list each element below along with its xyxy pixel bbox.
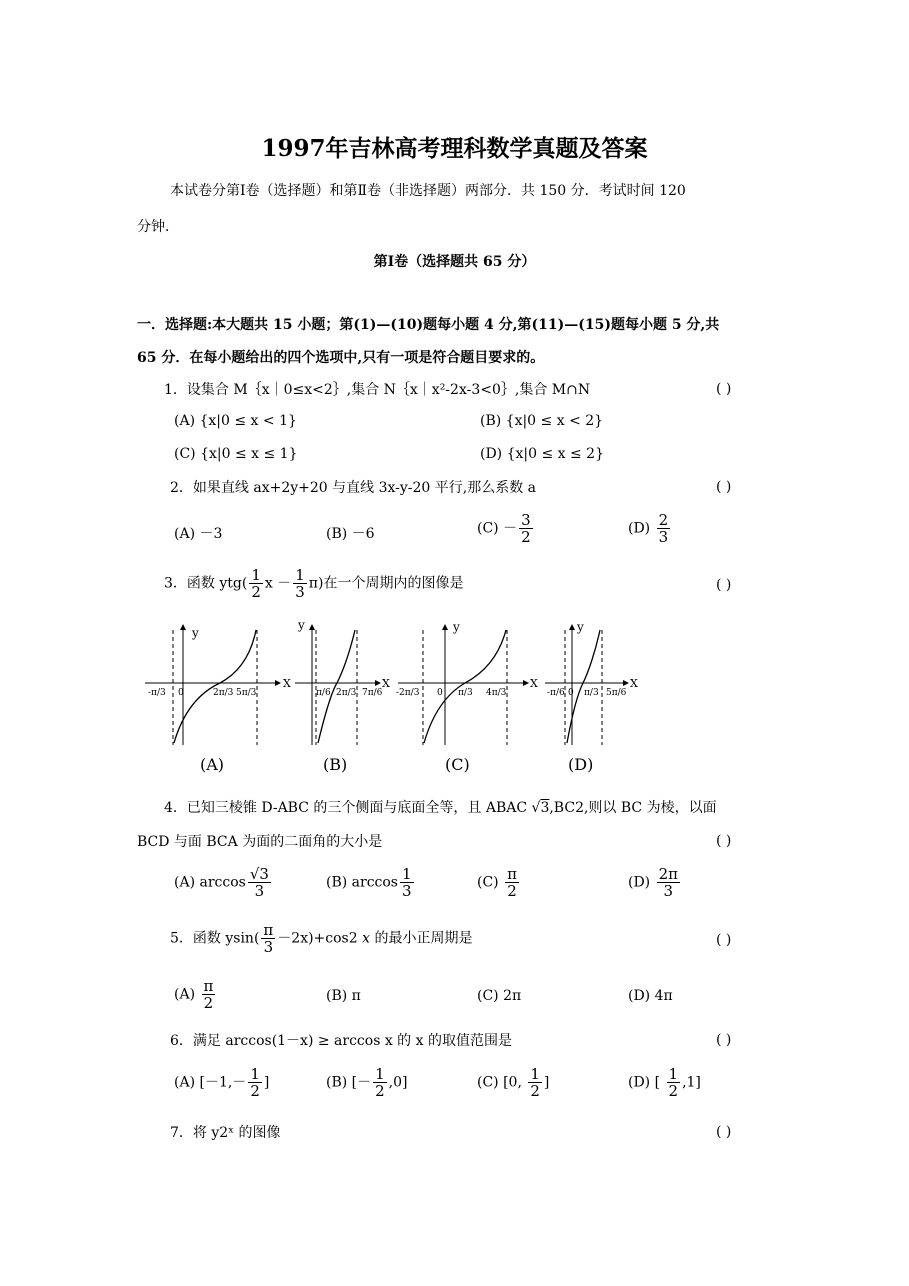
- q4-option-c: (C) $\frac{\pi}{2}$: [477, 865, 517, 900]
- graph-a-tick-3: 2π/3: [213, 688, 234, 698]
- graph-c-label: (C): [445, 755, 470, 774]
- q1-option-a: (A) {x|0 ≤ x < 1}: [174, 413, 297, 429]
- graph-c-tick-2: 0: [437, 688, 443, 698]
- q2-option-a: (A) －3: [174, 526, 223, 542]
- q5-option-c: (C) 2π: [477, 988, 522, 1004]
- graph-c-tick-3: π/3: [458, 688, 473, 698]
- graph-a: [145, 625, 291, 774]
- q6-option-b: (B) [－ $\frac{1}{2}$ ,0]: [326, 1065, 408, 1100]
- graph-a-tick-2: 0: [178, 688, 184, 698]
- q6-option-c: (C) [0, $\frac{1}{2}$ ]: [477, 1065, 550, 1100]
- graph-a-label: (A): [200, 755, 225, 774]
- q3-stem: 3．函数 ytg( $\frac{1}{2}$ x － $\frac{1}{3}$ π)在一个周期内的图像是: [164, 566, 464, 601]
- graph-b: [295, 618, 390, 774]
- q2-option-d: (D) $\frac{2}{3}$: [628, 511, 669, 546]
- q5-answer-paren: ( ): [716, 932, 732, 948]
- q3-graphs: [140, 615, 650, 780]
- q3-answer-paren: ( ): [716, 577, 732, 593]
- intro-line-2: 分钟．: [137, 219, 179, 235]
- q1-option-d: (D) {x|0 ≤ x ≤ 2}: [480, 446, 604, 462]
- graph-d-tick-4: 5π/6: [606, 688, 627, 698]
- graph-b-tick-2: 2π/3: [336, 688, 357, 698]
- q7-stem: 7．将 y2ˣ 的图像: [170, 1125, 281, 1141]
- q5-stem: 5．函数 ysin( $\frac{\pi}{3}$ －2x)+cos2 x 的最小正周期是: [170, 921, 473, 956]
- q4-option-b: (B) arccos $\frac{1}{3}$: [326, 865, 412, 900]
- q4-option-d: (D) $\frac{2\pi}{3}$: [628, 865, 679, 900]
- q1-stem: 1．设集合 M｛x｜0≤x<2｝,集合 N｛x｜x²-2x-3<0｝,集合 M∩N: [164, 382, 591, 398]
- graph-b-label: (B): [323, 755, 348, 774]
- graph-a-tick-4: 5π/3: [236, 688, 257, 698]
- q2-answer-paren: ( ): [716, 479, 732, 495]
- q6-option-a: (A) [－1,－ $\frac{1}{2}$ ]: [174, 1065, 270, 1100]
- graph-a-x-axis: X: [283, 677, 291, 690]
- q1-answer-paren: ( ): [716, 381, 732, 397]
- graph-c-x-axis: X: [530, 677, 538, 690]
- graph-c-y-axis: y: [453, 620, 460, 634]
- graph-b-y-axis: y: [298, 618, 305, 632]
- q2-stem: 2．如果直线 ax+2y+20 与直线 3x-y-20 平行,那么系数 a: [170, 480, 537, 496]
- graph-d-tick-2: 0: [568, 688, 574, 698]
- graph-a-y-axis: y: [192, 626, 199, 640]
- graph-c: [396, 620, 538, 774]
- q7-answer-paren: ( ): [716, 1124, 732, 1140]
- q2-option-c: (C) － $\frac{3}{2}$: [477, 511, 531, 546]
- q4-stem-line-1: 4．已知三棱锥 D-ABC 的三个侧面与底面全等，且 ABAC √3,BC2,则以 BC 为棱，以面: [164, 800, 717, 816]
- intro-line-1: 本试卷分第Ⅰ卷（选择题）和第Ⅱ卷（非选择题）两部分．共 150 分．考试时间 120: [170, 183, 686, 199]
- graph-d-tick-3: π/3: [584, 688, 599, 698]
- graph-d-tick-1: -π/6: [547, 688, 565, 698]
- q5-option-b: (B) π: [326, 988, 361, 1004]
- graph-c-tick-4: 4π/3: [486, 688, 507, 698]
- q4-option-a: (A) arccos $\frac{√3}{3}$: [174, 865, 269, 900]
- doc-title: 1997年吉林高考理科数学真题及答案: [261, 135, 648, 162]
- q4-answer-paren: ( ): [716, 833, 732, 849]
- graph-d: [545, 620, 638, 774]
- q6-answer-paren: ( ): [716, 1032, 732, 1048]
- section-line-1: 一．选择题:本大题共 15 小题；第(1)—(10)题每小题 4 分,第(11)—(15)题每小题 5 分,共: [137, 317, 720, 333]
- graph-d-label: (D): [568, 755, 594, 774]
- q5-option-d: (D) 4π: [628, 988, 673, 1004]
- q6-option-d: (D) [ $\frac{1}{2}$ ,1]: [628, 1065, 701, 1100]
- graph-b-tick-3: 7π/6: [362, 688, 383, 698]
- graph-d-y-axis: y: [577, 620, 584, 634]
- graph-d-x-axis: X: [630, 677, 638, 690]
- part-title: 第Ⅰ卷（选择题共 65 分）: [373, 254, 536, 270]
- q2-option-b: (B) －6: [326, 526, 375, 542]
- graph-b-tick-1: π/6: [316, 688, 331, 698]
- q6-stem: 6．满足 arccos(1－x) ≥ arccos x 的 x 的取值范围是: [170, 1033, 512, 1049]
- q1-option-b: (B) {x|0 ≤ x < 2}: [480, 413, 604, 429]
- graph-b-x-axis: X: [382, 677, 390, 690]
- q1-option-c: (C) {x|0 ≤ x ≤ 1}: [174, 446, 298, 462]
- graph-c-tick-1: -2π/3: [396, 688, 420, 698]
- q5-option-a: (A) $\frac{\pi}{2}$: [174, 977, 214, 1012]
- q4-stem-line-2: BCD 与面 BCA 为面的二面角的大小是: [137, 834, 383, 850]
- section-line-2: 65 分．在每小题给出的四个选项中,只有一项是符合题目要求的。: [137, 350, 545, 366]
- graph-a-tick-1: -π/3: [148, 688, 166, 698]
